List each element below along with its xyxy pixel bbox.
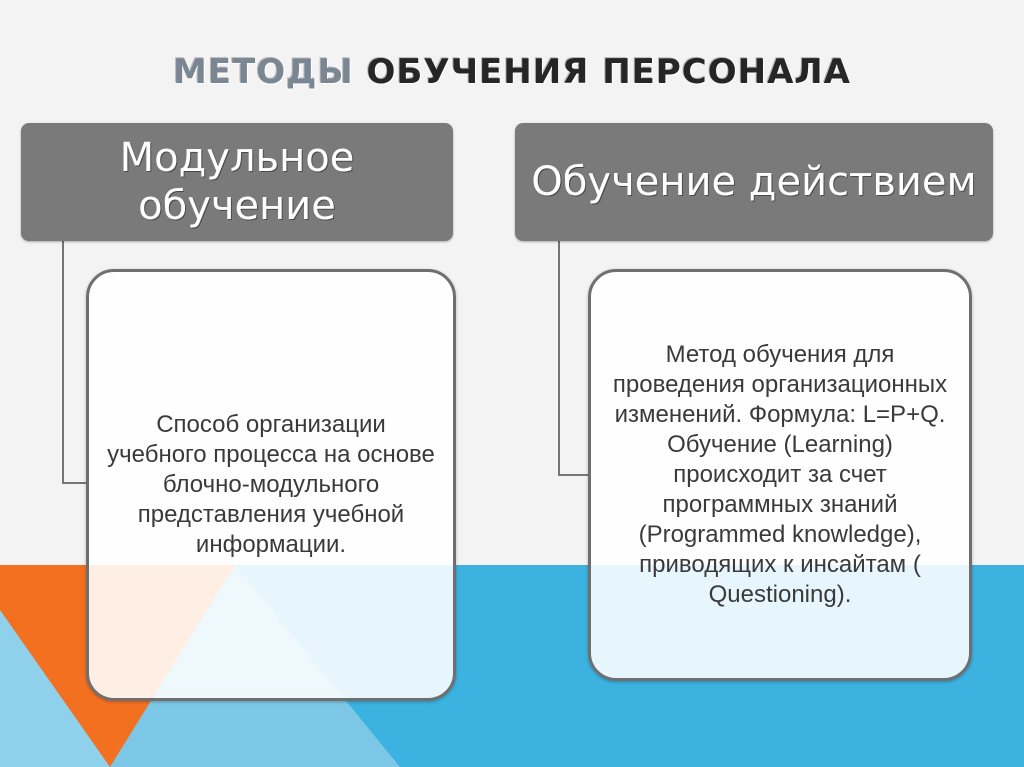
method-header-modular (21, 123, 453, 241)
title-rest: ОБУЧЕНИЯ ПЕРСОНАЛА (366, 52, 851, 92)
method-header-label: Модульное обучение (119, 135, 355, 229)
page-title (0, 52, 1024, 92)
method-description-text: Метод обучения для проведения организационных изменений. Формула: L=P+Q. Обучение (Learning) происходит за счет программных знаний (Programmed knowledge), приводящих к инсайтам ( Questioning). (612, 341, 948, 608)
method-header-label: Обучение действием (531, 159, 977, 205)
method-description-modular (86, 269, 456, 701)
method-description-action (588, 269, 972, 681)
connector-left (62, 241, 88, 484)
method-header-action (515, 123, 993, 241)
title-first-word: МЕТОДЫ (173, 52, 354, 92)
connector-right (558, 241, 590, 476)
method-description-text: Способ организации учебного процесса на основе блочно-модульного представления учебной информации. (107, 411, 435, 558)
